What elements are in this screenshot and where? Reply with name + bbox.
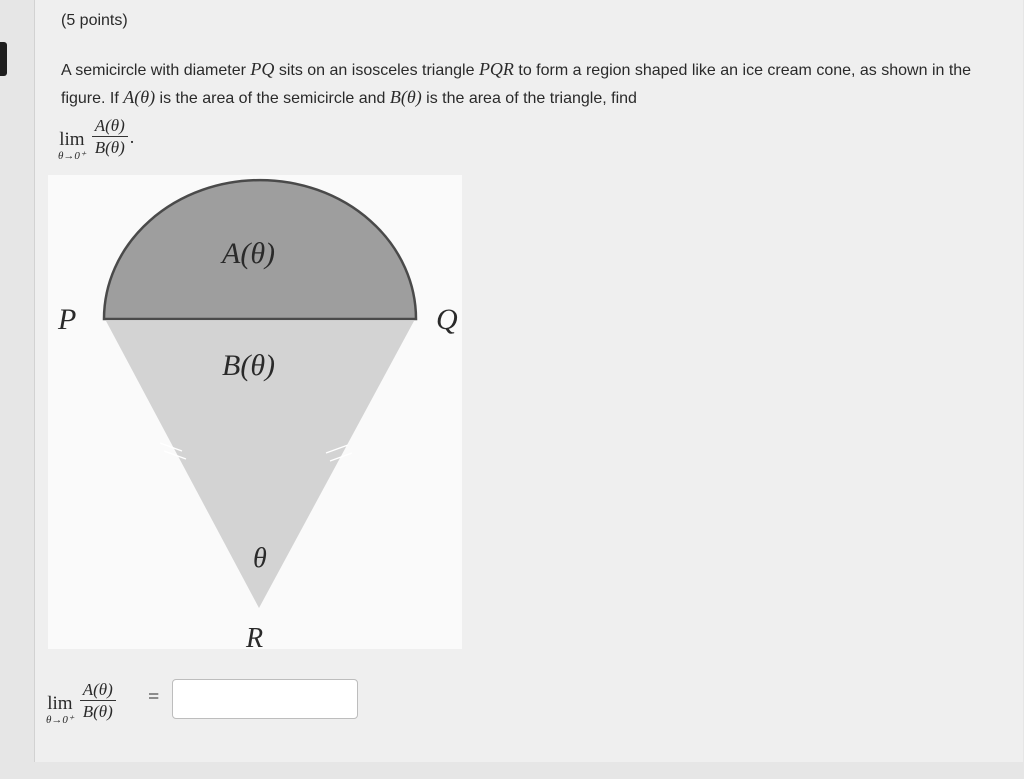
- math-b-theta: B(θ): [389, 87, 422, 107]
- left-edge-tab: [0, 42, 7, 76]
- answer-lim-word: lim: [47, 693, 73, 714]
- problem-statement: [61, 56, 981, 112]
- answer-limit-expression: [46, 674, 116, 726]
- math-a-theta: A(θ): [123, 87, 156, 107]
- equals-sign: =: [148, 686, 160, 708]
- label-p: P: [58, 303, 77, 336]
- problem-text-1: A semicircle with diameter: [61, 62, 251, 79]
- problem-text-2: sits on an isosceles triangle: [274, 62, 479, 79]
- limit-expression: [58, 110, 134, 162]
- label-b-theta: B(θ): [222, 349, 276, 382]
- answer-input[interactable]: [172, 679, 358, 719]
- problem-text-4: is the area of the semicircle and: [155, 90, 390, 107]
- limit-numerator: A(θ): [92, 116, 128, 137]
- limit-period: .: [129, 126, 135, 147]
- answer-denominator: B(θ): [82, 701, 113, 721]
- answer-numerator: A(θ): [80, 680, 116, 701]
- lim-subscript: θ→0⁺: [58, 150, 86, 162]
- limit-fraction: [92, 116, 128, 157]
- ice-cream-cone-figure: [48, 175, 462, 649]
- label-r: R: [246, 623, 264, 649]
- problem-text-5: is the area of the triangle, find: [421, 90, 637, 107]
- limit-denominator: B(θ): [94, 137, 125, 157]
- points-label: (5 points): [61, 12, 128, 29]
- lim-word: lim: [59, 129, 85, 150]
- answer-fraction: [80, 680, 116, 721]
- label-a-theta: A(θ): [222, 237, 276, 270]
- answer-lim-subscript: θ→0⁺: [46, 714, 74, 726]
- figure-svg: [48, 175, 462, 649]
- label-theta: θ: [253, 543, 267, 574]
- label-q: Q: [436, 303, 458, 336]
- math-pqr: PQR: [478, 59, 514, 79]
- problem-text-3: to form a region shaped like an ice cream cone, as shown in the figure. If: [61, 62, 972, 107]
- math-pq: PQ: [250, 59, 275, 79]
